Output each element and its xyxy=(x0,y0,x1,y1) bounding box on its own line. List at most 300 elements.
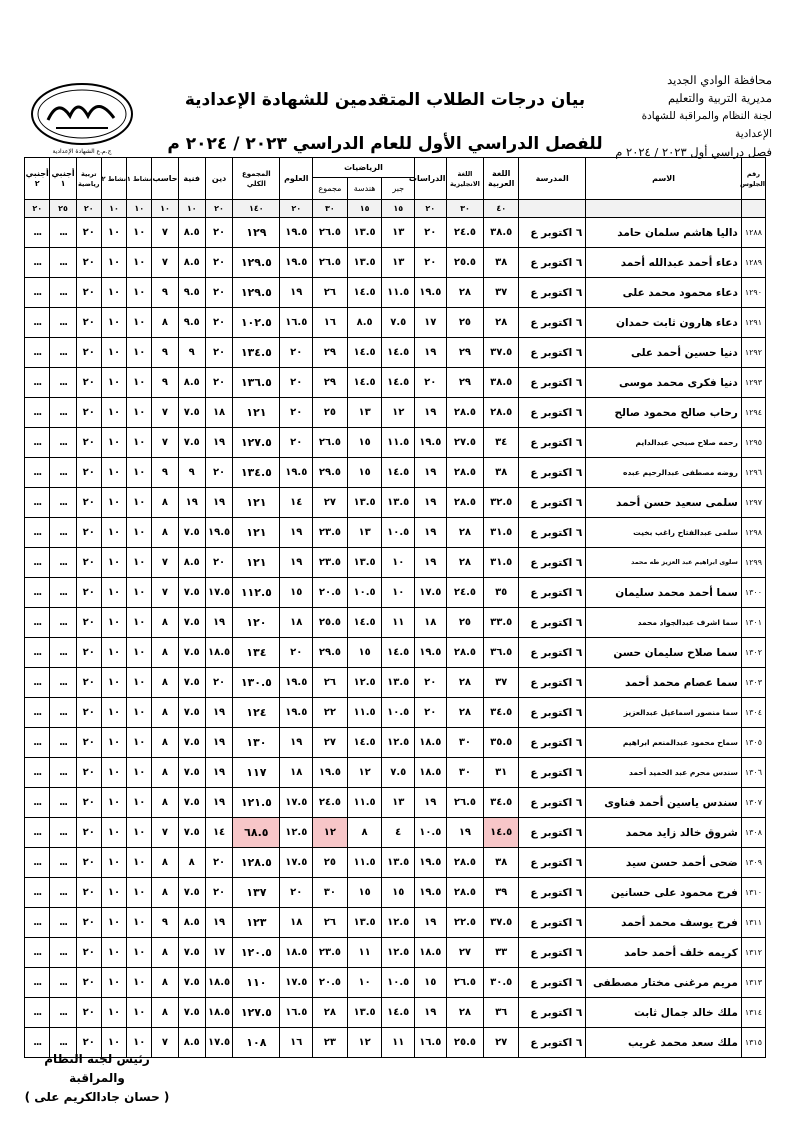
cell-art: ٧.٥ xyxy=(178,758,205,788)
cell-studies: ١٧.٥ xyxy=(415,578,447,608)
cell-seat: ١٣٠٨ xyxy=(741,818,765,848)
cell-total: ١٢٧.٥ xyxy=(233,998,280,1028)
cell-activity2: ١٠ xyxy=(101,698,126,728)
cell-pe: ٢٠ xyxy=(76,218,101,248)
cell-english: ٢٥.٥ xyxy=(446,1028,484,1058)
page-title: بيان درجات الطلاب المتقدمين للشهادة الإعدادية xyxy=(184,90,586,110)
cell-activity2: ١٠ xyxy=(101,788,126,818)
col-foreign2: أجنبي ٢ xyxy=(25,158,50,200)
cell-foreign2: ... xyxy=(25,278,50,308)
cell-religion: ١٨.٥ xyxy=(205,638,232,668)
cell-foreign1: ... xyxy=(50,638,76,668)
cell-seat: ١٣١٣ xyxy=(741,968,765,998)
admin-line-directorate: مديرية التربية والتعليم xyxy=(668,91,772,105)
cell-geometry: ١٢ xyxy=(347,1028,382,1058)
cell-computer: ٩ xyxy=(152,908,178,938)
cell-computer: ٨ xyxy=(152,488,178,518)
cell-algebra: ٧.٥ xyxy=(382,308,415,338)
cell-geometry: ٨.٥ xyxy=(347,308,382,338)
cell-activity1: ١٠ xyxy=(127,428,152,458)
cell-foreign1: ... xyxy=(50,428,76,458)
cell-math-total: ٢٩.٥ xyxy=(313,458,348,488)
cell-religion: ١٩ xyxy=(205,758,232,788)
cell-computer: ٩ xyxy=(152,338,178,368)
cell-studies: ١٩ xyxy=(415,338,447,368)
cell-foreign1: ... xyxy=(50,308,76,338)
table-row xyxy=(25,668,766,698)
cell-school: ٦ اكتوبر ع xyxy=(519,608,586,638)
col-studies: الدراسات xyxy=(415,158,447,200)
cell-art: ٨.٥ xyxy=(178,218,205,248)
cell-algebra: ١٣.٥ xyxy=(382,668,415,698)
table-row xyxy=(25,698,766,728)
cell-foreign1: ... xyxy=(50,578,76,608)
cell-religion: ٢٠ xyxy=(205,218,232,248)
cell-geometry: ١٣.٥ xyxy=(347,908,382,938)
cell-algebra: ١٤.٥ xyxy=(382,638,415,668)
cell-english: ٢٨ xyxy=(446,698,484,728)
col-name: الاسم xyxy=(586,158,742,200)
cell-art: ٩ xyxy=(178,338,205,368)
cell-activity1: ١٠ xyxy=(127,818,152,848)
col-activity1: نشاط ١ xyxy=(127,158,152,200)
cell-art: ٩.٥ xyxy=(178,278,205,308)
cell-pe: ٢٠ xyxy=(76,908,101,938)
max-mark: ٢٠ xyxy=(76,200,101,218)
cell-english: ٢٨.٥ xyxy=(446,398,484,428)
cell-activity1: ١٠ xyxy=(127,368,152,398)
cell-computer: ٨ xyxy=(152,788,178,818)
cell-science: ١٩.٥ xyxy=(280,248,313,278)
cell-arabic: ٣٨ xyxy=(484,848,519,878)
cell-computer: ٨ xyxy=(152,938,178,968)
cell-religion: ١٩ xyxy=(205,728,232,758)
cell-foreign2: ... xyxy=(25,788,50,818)
cell-english: ٣٠ xyxy=(446,728,484,758)
cell-algebra: ١٢ xyxy=(382,398,415,428)
cell-studies: ١٨.٥ xyxy=(415,728,447,758)
cell-total: ١٠٨ xyxy=(233,1028,280,1058)
cell-pe: ٢٠ xyxy=(76,998,101,1028)
cell-school: ٦ اكتوبر ع xyxy=(519,548,586,578)
cell-computer: ٧ xyxy=(152,578,178,608)
cell-english: ٢٥ xyxy=(446,608,484,638)
cell-science: ٢٠ xyxy=(280,878,313,908)
cell-algebra: ١٣ xyxy=(382,218,415,248)
cell-computer: ٨ xyxy=(152,758,178,788)
col-foreign1: أجنبي ١ xyxy=(50,158,76,200)
col-seat: رقم الجلوس xyxy=(741,158,765,200)
cell-seat: ١٣٠١ xyxy=(741,608,765,638)
cell-name: دعاء أحمد عبدالله أحمد xyxy=(586,248,742,278)
cell-religion: ١٩ xyxy=(205,608,232,638)
cell-activity1: ١٠ xyxy=(127,758,152,788)
cell-activity1: ١٠ xyxy=(127,548,152,578)
cell-math-total: ٢٩ xyxy=(313,338,348,368)
cell-studies: ١٩ xyxy=(415,458,447,488)
cell-english: ٢٦.٥ xyxy=(446,788,484,818)
cell-school: ٦ اكتوبر ع xyxy=(519,518,586,548)
cell-school: ٦ اكتوبر ع xyxy=(519,848,586,878)
cell-english: ٢٨ xyxy=(446,278,484,308)
cell-art: ٧.٥ xyxy=(178,398,205,428)
cell-math-total: ٢٦ xyxy=(313,668,348,698)
cell-foreign2: ... xyxy=(25,848,50,878)
cell-total: ١١٠ xyxy=(233,968,280,998)
cell-activity2: ١٠ xyxy=(101,368,126,398)
cell-foreign1: ... xyxy=(50,608,76,638)
table-row xyxy=(25,488,766,518)
cell-name: رحمه صلاح صبحي عبدالدايم xyxy=(586,428,742,458)
cell-school: ٦ اكتوبر ع xyxy=(519,998,586,1028)
table-row xyxy=(25,908,766,938)
cell-name: كريمه خلف أحمد حامد xyxy=(586,938,742,968)
cell-math-total: ٢٥ xyxy=(313,848,348,878)
col-math-total: مجموع xyxy=(313,178,348,200)
cell-algebra: ١٢.٥ xyxy=(382,728,415,758)
cell-pe: ٢٠ xyxy=(76,938,101,968)
cell-arabic: ٣١ xyxy=(484,758,519,788)
cell-computer: ٨ xyxy=(152,638,178,668)
cell-math-total: ١٢ xyxy=(313,818,348,848)
cell-geometry: ١٤.٥ xyxy=(347,608,382,638)
cell-math-total: ٣٠ xyxy=(313,878,348,908)
max-mark: ١٠ xyxy=(152,200,178,218)
cell-activity1: ١٠ xyxy=(127,938,152,968)
cell-total: ١٢٧.٥ xyxy=(233,428,280,458)
cell-school: ٦ اكتوبر ع xyxy=(519,458,586,488)
cell-school: ٦ اكتوبر ع xyxy=(519,308,586,338)
cell-geometry: ١٤.٥ xyxy=(347,338,382,368)
cell-activity2: ١٠ xyxy=(101,548,126,578)
cell-arabic: ٣٢.٥ xyxy=(484,488,519,518)
cell-religion: ١٧.٥ xyxy=(205,578,232,608)
cell-studies: ٢٠ xyxy=(415,668,447,698)
signature-block xyxy=(22,1050,172,1107)
cell-school: ٦ اكتوبر ع xyxy=(519,938,586,968)
cell-science: ١٩.٥ xyxy=(280,698,313,728)
table-row xyxy=(25,728,766,758)
cell-science: ١٧.٥ xyxy=(280,968,313,998)
table-row xyxy=(25,638,766,668)
cell-computer: ٩ xyxy=(152,458,178,488)
cell-science: ٢٠ xyxy=(280,338,313,368)
cell-activity2: ١٠ xyxy=(101,278,126,308)
cell-computer: ٧ xyxy=(152,218,178,248)
cell-studies: ١٩ xyxy=(415,548,447,578)
cell-seat: ١٢٩٠ xyxy=(741,278,765,308)
cell-name: داليا هاشم سلمان حامد xyxy=(586,218,742,248)
cell-algebra: ١١.٥ xyxy=(382,278,415,308)
cell-total: ١٢١ xyxy=(233,398,280,428)
cell-total: ١٢٣ xyxy=(233,908,280,938)
cell-activity2: ١٠ xyxy=(101,308,126,338)
cell-computer: ٨ xyxy=(152,878,178,908)
cell-name: دعاء محمود محمد على xyxy=(586,278,742,308)
cell-seat: ١٣١٠ xyxy=(741,878,765,908)
cell-seat: ١٢٨٨ xyxy=(741,218,765,248)
cell-pe: ٢٠ xyxy=(76,308,101,338)
cell-activity1: ١٠ xyxy=(127,218,152,248)
max-mark: ٢٠ xyxy=(280,200,313,218)
cell-math-total: ٢٣.٥ xyxy=(313,518,348,548)
cell-name: دنيا حسين أحمد على xyxy=(586,338,742,368)
cell-algebra: ١٥ xyxy=(382,878,415,908)
cell-foreign1: ... xyxy=(50,998,76,1028)
cell-foreign2: ... xyxy=(25,818,50,848)
cell-science: ١٢.٥ xyxy=(280,818,313,848)
cell-name: ملك سعد محمد غريب xyxy=(586,1028,742,1058)
cell-science: ١٨ xyxy=(280,908,313,938)
cell-activity2: ١٠ xyxy=(101,1028,126,1058)
cell-foreign2: ... xyxy=(25,608,50,638)
max-mark: ١٠ xyxy=(101,200,126,218)
cell-arabic: ٣٠.٥ xyxy=(484,968,519,998)
cell-foreign2: ... xyxy=(25,518,50,548)
cell-arabic: ٢٨.٥ xyxy=(484,398,519,428)
cell-seat: ١٢٨٩ xyxy=(741,248,765,278)
cell-art: ٧.٥ xyxy=(178,728,205,758)
cell-seat: ١٢٩٣ xyxy=(741,368,765,398)
cell-foreign2: ... xyxy=(25,578,50,608)
cell-activity2: ١٠ xyxy=(101,578,126,608)
cell-algebra: ١١ xyxy=(382,608,415,638)
cell-seat: ١٣٠٤ xyxy=(741,698,765,728)
cell-foreign2: ... xyxy=(25,968,50,998)
cell-name: دعاء هارون ثابت حمدان xyxy=(586,308,742,338)
max-mark: ٢٠ xyxy=(205,200,232,218)
cell-geometry: ١٥ xyxy=(347,638,382,668)
table-row xyxy=(25,518,766,548)
col-english: اللغة الانجليزية xyxy=(446,158,484,200)
cell-activity2: ١٠ xyxy=(101,968,126,998)
cell-arabic: ٣٨ xyxy=(484,458,519,488)
table-row xyxy=(25,398,766,428)
cell-arabic: ٣٧ xyxy=(484,668,519,698)
cell-foreign1: ... xyxy=(50,398,76,428)
cell-arabic: ٣٣ xyxy=(484,938,519,968)
grades-table xyxy=(24,157,766,1058)
cell-pe: ٢٠ xyxy=(76,428,101,458)
admin-line-governorate: محافظة الوادي الجديد xyxy=(667,73,772,87)
col-school: المدرسة xyxy=(519,158,586,200)
cell-computer: ٨ xyxy=(152,848,178,878)
cell-science: ١٧.٥ xyxy=(280,848,313,878)
cell-total: ١٢٩ xyxy=(233,218,280,248)
cell-foreign2: ... xyxy=(25,548,50,578)
cell-english: ٢٥.٥ xyxy=(446,248,484,278)
cell-school: ٦ اكتوبر ع xyxy=(519,428,586,458)
cell-arabic: ٣٤.٥ xyxy=(484,788,519,818)
cell-computer: ٨ xyxy=(152,728,178,758)
max-mark: ٤٠ xyxy=(484,200,519,218)
cell-religion: ١٩ xyxy=(205,428,232,458)
cell-religion: ٢٠ xyxy=(205,458,232,488)
cell-activity2: ١٠ xyxy=(101,938,126,968)
table-row xyxy=(25,758,766,788)
cell-seat: ١٣٠٣ xyxy=(741,668,765,698)
school-logo xyxy=(28,80,136,148)
cell-computer: ٨ xyxy=(152,998,178,1028)
cell-geometry: ١١ xyxy=(347,938,382,968)
cell-geometry: ١٢.٥ xyxy=(347,668,382,698)
table-row xyxy=(25,368,766,398)
cell-english: ٢٥ xyxy=(446,308,484,338)
cell-pe: ٢٠ xyxy=(76,1028,101,1058)
max-mark: ١٠ xyxy=(178,200,205,218)
cell-math-total: ٢٧ xyxy=(313,488,348,518)
cell-studies: ١٩.٥ xyxy=(415,428,447,458)
cell-english: ٣٠ xyxy=(446,758,484,788)
cell-math-total: ٢٦.٥ xyxy=(313,428,348,458)
cell-studies: ١٩ xyxy=(415,518,447,548)
cell-school: ٦ اكتوبر ع xyxy=(519,968,586,998)
table-row xyxy=(25,218,766,248)
cell-activity2: ١٠ xyxy=(101,998,126,1028)
cell-studies: ١٥ xyxy=(415,968,447,998)
cell-foreign1: ... xyxy=(50,668,76,698)
cell-activity1: ١٠ xyxy=(127,518,152,548)
cell-art: ٧.٥ xyxy=(178,968,205,998)
student-rows xyxy=(25,218,766,1058)
cell-pe: ٢٠ xyxy=(76,728,101,758)
cell-english: ٢٨ xyxy=(446,518,484,548)
cell-english: ٢٧ xyxy=(446,938,484,968)
cell-activity1: ١٠ xyxy=(127,848,152,878)
cell-pe: ٢٠ xyxy=(76,668,101,698)
cell-total: ١١٧ xyxy=(233,758,280,788)
cell-foreign2: ... xyxy=(25,1028,50,1058)
cell-foreign1: ... xyxy=(50,488,76,518)
cell-foreign1: ... xyxy=(50,818,76,848)
col-science: العلوم xyxy=(280,158,313,200)
col-arabic: اللغة العربية xyxy=(484,158,519,200)
cell-math-total: ٢٥ xyxy=(313,398,348,428)
cell-school: ٦ اكتوبر ع xyxy=(519,278,586,308)
table-row xyxy=(25,878,766,908)
cell-arabic: ٣٥.٥ xyxy=(484,728,519,758)
cell-geometry: ١٠.٥ xyxy=(347,578,382,608)
cell-foreign1: ... xyxy=(50,518,76,548)
cell-religion: ٢٠ xyxy=(205,368,232,398)
col-computer: حاسب xyxy=(152,158,178,200)
cell-science: ١٩ xyxy=(280,278,313,308)
max-mark: ٢٠ xyxy=(25,200,50,218)
cell-math-total: ٢٤.٥ xyxy=(313,788,348,818)
table-row xyxy=(25,548,766,578)
cell-name: سماح محمود عبدالمنعم ابراهيم xyxy=(586,728,742,758)
cell-activity2: ١٠ xyxy=(101,398,126,428)
cell-studies: ١٩ xyxy=(415,908,447,938)
table-row xyxy=(25,998,766,1028)
cell-science: ١٩ xyxy=(280,518,313,548)
cell-activity2: ١٠ xyxy=(101,668,126,698)
cell-geometry: ٨ xyxy=(347,818,382,848)
cell-science: ٢٠ xyxy=(280,638,313,668)
col-geometry: هندسة xyxy=(347,178,382,200)
cell-name: سندس ياسين أحمد فناوى xyxy=(586,788,742,818)
cell-studies: ١٨ xyxy=(415,608,447,638)
cell-seat: ١٣٠٧ xyxy=(741,788,765,818)
cell-total: ١١٢.٥ xyxy=(233,578,280,608)
admin-line-term: فصل دراسي أول ٢٠٢٣ / ٢٠٢٤ م xyxy=(615,145,772,159)
cell-studies: ١٩ xyxy=(415,788,447,818)
cell-seat: ١٢٩٨ xyxy=(741,518,765,548)
cell-foreign2: ... xyxy=(25,938,50,968)
cell-religion: ٢٠ xyxy=(205,308,232,338)
table-row xyxy=(25,968,766,998)
cell-geometry: ١٥ xyxy=(347,458,382,488)
cell-activity2: ١٠ xyxy=(101,908,126,938)
table-row xyxy=(25,578,766,608)
table-row xyxy=(25,428,766,458)
cell-studies: ١٩ xyxy=(415,998,447,1028)
col-algebra: جبر xyxy=(382,178,415,200)
cell-algebra: ١٤.٥ xyxy=(382,368,415,398)
cell-name: شروق خالد زايد محمد xyxy=(586,818,742,848)
cell-math-total: ٢٨ xyxy=(313,998,348,1028)
cell-foreign1: ... xyxy=(50,248,76,278)
cell-art: ٨.٥ xyxy=(178,248,205,278)
max-mark: ٣٠ xyxy=(313,200,348,218)
cell-total: ٦٨.٥ xyxy=(233,818,280,848)
cell-math-total: ٢٠.٥ xyxy=(313,578,348,608)
cell-computer: ٧ xyxy=(152,548,178,578)
cell-algebra: ١٠.٥ xyxy=(382,968,415,998)
cell-pe: ٢٠ xyxy=(76,848,101,878)
cell-art: ٩.٥ xyxy=(178,308,205,338)
cell-science: ١٦ xyxy=(280,1028,313,1058)
cell-arabic: ٣٨ xyxy=(484,248,519,278)
cell-science: ١٥ xyxy=(280,578,313,608)
cell-name: سما صلاح سليمان حسن xyxy=(586,638,742,668)
table-row xyxy=(25,338,766,368)
cell-english: ٢٨.٥ xyxy=(446,488,484,518)
cell-pe: ٢٠ xyxy=(76,878,101,908)
cell-foreign1: ... xyxy=(50,698,76,728)
col-art: فنية xyxy=(178,158,205,200)
table-row xyxy=(25,608,766,638)
cell-arabic: ٣٤.٥ xyxy=(484,698,519,728)
cell-total: ١٣٤ xyxy=(233,638,280,668)
cell-studies: ١٩ xyxy=(415,398,447,428)
cell-geometry: ١٣.٥ xyxy=(347,488,382,518)
cell-name: فرح محمود على حسانين xyxy=(586,878,742,908)
cell-geometry: ١٣.٥ xyxy=(347,548,382,578)
cell-computer: ٧ xyxy=(152,398,178,428)
cell-english: ٢٦.٥ xyxy=(446,968,484,998)
cell-religion: ٢٠ xyxy=(205,248,232,278)
cell-english: ٢٨.٥ xyxy=(446,878,484,908)
cell-religion: ١٩ xyxy=(205,488,232,518)
cell-activity1: ١٠ xyxy=(127,458,152,488)
cell-activity1: ١٠ xyxy=(127,998,152,1028)
cell-activity1: ١٠ xyxy=(127,488,152,518)
cell-pe: ٢٠ xyxy=(76,788,101,818)
cell-activity2: ١٠ xyxy=(101,218,126,248)
cell-total: ١٢٩.٥ xyxy=(233,278,280,308)
cell-name: سما منصور اسماعيل عبدالعزيز xyxy=(586,698,742,728)
cell-studies: ١٩.٥ xyxy=(415,638,447,668)
cell-english: ٢٨.٥ xyxy=(446,848,484,878)
cell-art: ٧.٥ xyxy=(178,938,205,968)
cell-activity1: ١٠ xyxy=(127,788,152,818)
cell-school: ٦ اكتوبر ع xyxy=(519,878,586,908)
table-row xyxy=(25,818,766,848)
cell-arabic: ٢٨ xyxy=(484,308,519,338)
cell-total: ١٢٤ xyxy=(233,698,280,728)
cell-computer: ٨ xyxy=(152,698,178,728)
